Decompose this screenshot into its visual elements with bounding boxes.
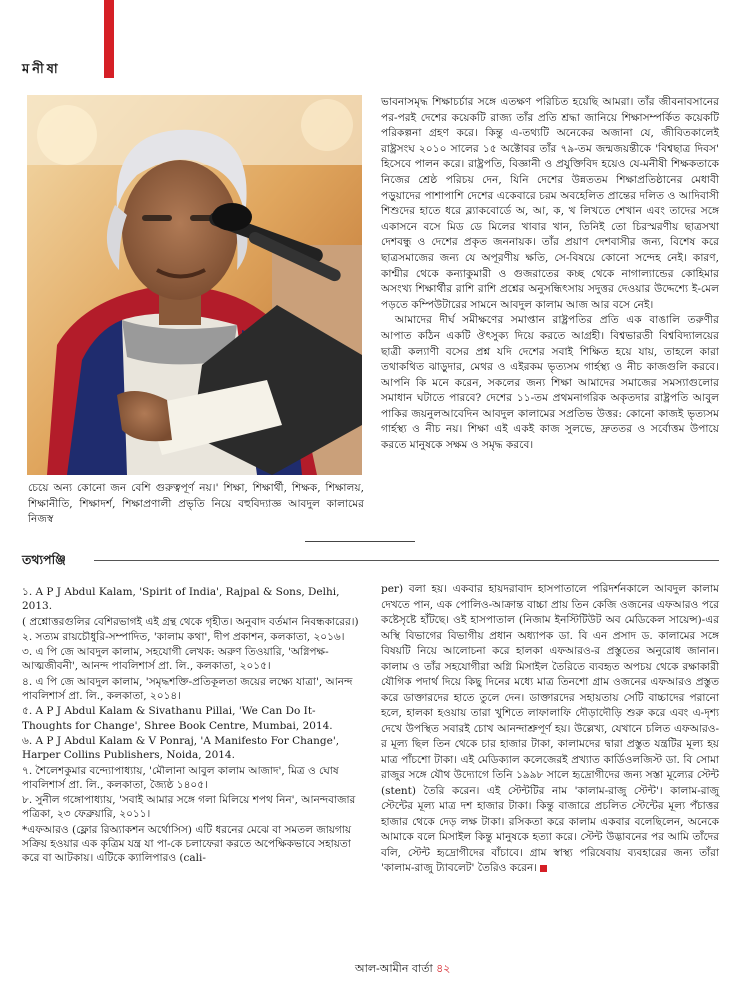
page-number: ৪২ bbox=[436, 962, 451, 975]
article-paragraph-1: ভাবনাসমৃদ্ধ শিক্ষাচর্চার সঙ্গে এতক্ষণ পরিচিত হয়েছি আমরা। তাঁর জীবনাবসানের পর-পরই দেশের কয়েকটি রাজ্য তাঁর প্রতি শ্রদ্ধা জানিয়ে শিক্ষাসম্পর্কিত কয়েকটি পরিকল্পনা গ্রহণ করে। কিন্তু এ-তথ্যটি অনেকের অজানা যে, জীবিতকালেই রাষ্ট্রসংঘ ২০১০ সালের ১৫ অক্টোবর তাঁর ৭৯-তম জন্মজয়ন্তীকে 'বিশ্বছাত্র দিবস' হিসেবে পালন করে। রাষ্ট্রপতি, বিজ্ঞানী ও প্রযুক্তিবিদ হয়েও যে-মনীষী শিক্ষকতাকে নিজের শ্রেষ্ঠ পরিচয় দেন, যিনি দেশের উন্নততম শিক্ষাপ্রতিষ্ঠানের মেধাবী পড়ুয়াদের পাশাপাশি দেশের একেবারে চরম অবহেলিত প্রান্তের দলিত ও আদিবাসী শিশুদের হাতে ধরে ব্ল্যাকবোর্ডে অ, আ, ক, খ লিখতে শেখান এবং তাদের সঙ্গে একাসনে বসে মিড ডে মিলের খাবার খান, তিনিই তো চিরস্মরণীয় ছাত্রসখা দেশবন্ধু ও দেশের প্রকৃত জননায়ক। তাঁর প্রয়াণ দেশবাসীর জন্য, বিশেষ করে ছাত্রসমাজের জন্য যে অপূরণীয় ক্ষতি, সে-বিষয়ে কোনো সন্দেহ নেই। কারণ, কাশ্মীর থেকে কন্যাকুমারী ও গুজরাতের কচ্ছ থেকে নাগাল্যান্ডের কোহিমার অসংখ্য শিক্ষার্থীর রাশি রাশি প্রশ্নের অনুসন্ধিৎসায় সদুত্তর দেওয়ার উদ্দেশ্যে ই-মেল পড়তে কম্পিউটারের সামনে আবদুল কালাম আজ আর বসে নেই। bbox=[381, 96, 719, 311]
references-rule bbox=[94, 560, 719, 561]
article-body bbox=[381, 95, 719, 454]
reference-item: ৫. A P J Abdul Kalam & Sivathanu Pillai, 'We Can Do It-Thoughts for Change', Shree Book Centre, Mumbai, 2014. bbox=[22, 705, 333, 732]
references-list bbox=[22, 585, 364, 867]
section-label: মনীষা bbox=[22, 62, 61, 77]
section-divider bbox=[305, 541, 415, 542]
page-footer bbox=[355, 960, 450, 979]
reference-item: ১. A P J Abdul Kalam, 'Spirit of India', Rajpal & Sons, Delhi, 2013. bbox=[22, 586, 340, 613]
references-title: তথ্যপঞ্জি bbox=[22, 552, 66, 567]
footnote: *এফআরও (ফ্লোর রিঅ্যাকশন অর্থোসিস) এটি ধরনের মেঝে বা সমতল জায়গায় সক্রিয় হওয়ার এক কৃত্রিম যন্ত্র যা পা-কে চলাফেরা করতে অপেক্ষিকভাবে সহায়তা করে বা আটকায়। এটিকে ক্যালিপারও (cali- bbox=[22, 823, 352, 865]
end-mark-icon bbox=[540, 865, 547, 872]
reference-item: ৩. এ পি জে আবদুল কালাম, সহযোগী লেখক: অরুণ তিওয়ারি, 'অগ্নিপক্ষ-আত্মজীবনী', আনন্দ পাবলিশার্স প্রা. লি., কলকাতা, ২০১৫। bbox=[22, 646, 329, 673]
footnote-continuation bbox=[381, 582, 719, 877]
photo-caption: চেয়ে অন্য কোনো জন বেশি গুরুত্বপূর্ণ নয়।' শিক্ষা, শিক্ষার্থী, শিক্ষক, শিক্ষালয়, শিক্ষানীতি, শিক্ষাদর্শ, শিক্ষাপ্রণালী প্রভৃতি নিয়ে বহুবিদ্যাজ্ঞ আবদুল কালামের নিজস্ব bbox=[28, 482, 364, 525]
magazine-name: আল-আমীন বার্তা bbox=[355, 962, 433, 975]
article-paragraph-2: আমাদের দীর্ঘ সমীক্ষণের সমাপ্তান রাষ্ট্রপতির প্রতি এক বাঙালি তরুণীর আপাত কঠিন একটি ঔৎসুক্য দিয়ে করতে আগ্রহী। বিশ্বভারতী বিশ্ববিদ্যালয়ের ছাত্রী কল্যাণী বসের প্রশ্ন যদি দেশের সবাই শিক্ষিত হয়ে যায়, তাহলে কারা তথাকথিত ঝাড়ুদার, মেথর ও এইরকম ভৃত্যসম গার্হস্থ্য ও নীচ কাজগুলি করবে। আপনি কি মনে করেন, সকলের জন্য শিক্ষা আমাদের সমাজের সমস্যাগুলোর সমাধান ঘটাতে পারবে? দেশের ১১-তম প্রথমনাগরিক অকৃতদার রাষ্ট্রপতি আবুল পাকির জয়নুলআবেদিন আবদুল কালামের সপ্রতিভ উত্তর: কোনো কাজই ভৃত্যসম গার্হস্থ্য ও নীচ নয়। শিক্ষা এই একই কাজ সুলভে, দ্রুততর ও সর্বোত্তম উপায়ে করতে মানুষকে সক্ষম ও সমৃদ্ধ করবে। bbox=[381, 314, 719, 452]
reference-item: ৪. এ পি জে আবদুল কালাম, 'সমৃদ্ধশক্তি-প্রতিকূলতা জয়ের লক্ষ্যে যাত্রা', আনন্দ পাবলিশার্স প্রা. লি., কলকাতা, ২০১৪। bbox=[22, 675, 353, 703]
reference-item: ২. সত্যম রায়চৌধুরি-সম্পাদিত, 'কালাম কথা', দীপ প্রকাশন, কলকাতা, ২০১৬। bbox=[22, 630, 345, 643]
reference-item: ৬. A P J Abdul Kalam & V Ponraj, 'A Manifesto For Change', Harper Collins Publishers, Noida, 2014. bbox=[22, 734, 340, 762]
kalam-photo bbox=[27, 95, 362, 475]
reference-item: ৭. শৈলেশকুমার বন্দ্যোপাধ্যায়, 'মৌলানা আবুল কালাম আজাদ', মিত্র ও ঘোষ পাবলিশার্স প্রা. লি., কলকাতা, জ্যৈষ্ঠ ১৪০৫। bbox=[22, 764, 339, 791]
footnote-continuation-text: per) বলা হয়। একবার হায়দরাবাদ হাসপাতালে পরিদর্শনকালে আবদুল কালাম দেখতে পান, এক পোলিও-আক্রান্ত বাচ্চা প্রায় তিন কেজি ওজনের এফআরও পরে কষ্টেসৃষ্টে হাঁটছে। ওই হাসপাতাল (নিজাম ইনস্টিটিউট অব মেডিকেল সায়েন্স)-এর অস্থি বিভাগের বিভাগীয় প্রধান অধ্যাপক ডা. বি এন প্রসাদ ড. কালামের সঙ্গে বিষয়টি নিয়ে আলোচনা করে হালকা এফআরও-র প্রস্তুতের অনুরোধ জানান। কালাম ও তাঁর সহযোগীরা অগ্নি মিসাইল তৈরিতে ব্যবহৃত অপচয় থেকে রক্ষাকারী যৌগিক পদার্থ দিয়ে কিছু দিনের মধ্যে মাত্র তিনশো গ্রাম ওজনের এফআরও প্রস্তুত করে ডাক্তারদের হাতে তুলে দেন। ডাক্তারদের সহায়তায় সেটি বাচ্চাদের পরানো হলে, হালকা হওয়ায় তারা খুশিতে লাফালাফি দৌড়াদৌড়ি শুরু করে এবং এ-দৃশ্য দেখে উপস্থিত সবারই চোখ আনন্দাশ্রুপূর্ণ হয়। উল্লেখ্য, যেখানে চলিত এফআরও-র মূল্য ছিল তিন থেকে চার হাজার টাকা, কালামদের দ্বারা প্রস্তুত যন্ত্রটির মূল্য হয় মাত্র পাঁচশো টাকা। এই মেডিক্যাল কলেজেরই প্রখ্যাত কার্ডিওলজিস্ট ডা. বি সোমা রাজুর সঙ্গে যৌথ উদ্যোগে তিনি ১৯৯৮ সালে হৃদ্রোগীদের জন্য সস্তা মূল্যের স্টেন্ট (stent) তৈরি করেন। এই স্টেন্টটির নাম 'কালাম-রাজু স্টেন্ট'। কালাম-রাজু স্টেন্টের মূল্য মাত্র দশ হাজার টাকা। কিন্তু বাজারে প্রচলিত স্টেন্টের মূল্য পঁচাত্তর হাজার থেকে দেড় লক্ষ টাকা। রসিকতা করে কালাম একবার বলেছিলেন, অনেকে আমাকে বলে মিসাইল কিন্তু মানুষকে হত্যা করে। স্টেন্ট উদ্ভাবনের পর আমি তাঁদের বলি, স্টেন্ট হৃদ্রোগীদের বাঁচাবে। গ্রাম স্বাস্থ্য পরিষেবায় ব্যবহারের জন্য তাঁরা 'কালাম-রাজু ট্যাবলেট' তৈরিও করেন। bbox=[381, 583, 719, 874]
reference-note: ( প্রশ্নোত্তরগুলির বেশিরভাগই এই গ্রন্থ থেকে গৃহীত। অনুবাদ বর্তমান নিবন্ধকারের।) bbox=[22, 615, 359, 628]
reference-item: ৮. সুনীল গঙ্গোপাধ্যায়, 'সবাই আমার সঙ্গে গলা মিলিয়ে শপথ নিন', আনন্দবাজার পত্রিকা, ২৩ ফেব্রুয়ারি, ২০১১। bbox=[22, 794, 356, 821]
header-accent-bar bbox=[104, 0, 114, 78]
